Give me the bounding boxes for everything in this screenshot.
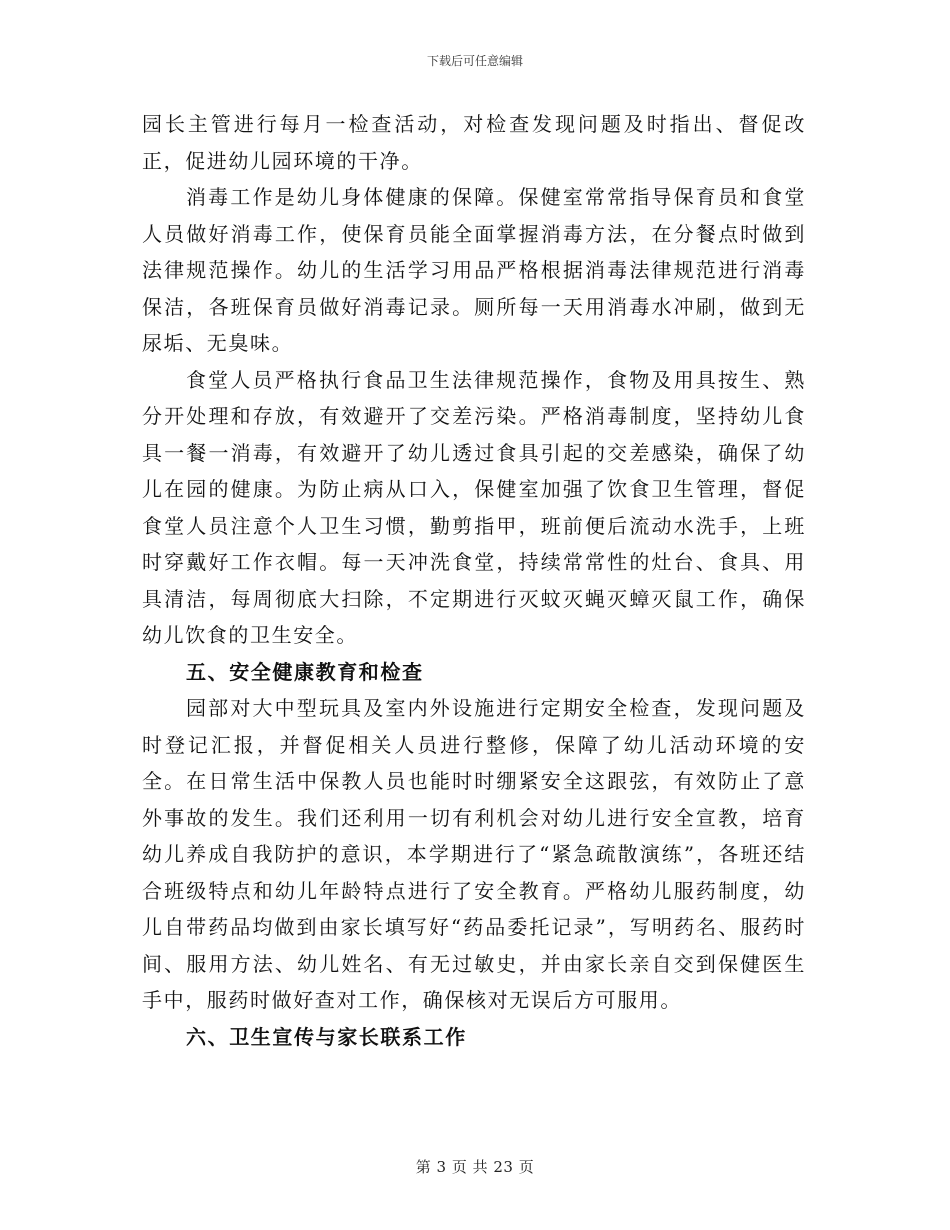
- section-heading-6: 六、卫生宣传与家长联系工作: [186, 1024, 467, 1049]
- section-heading-5: 五、安全健康教育和检查: [186, 659, 424, 684]
- paragraph-1: 园长主管进行每月一检查活动，对检查发现问题及时指出、督促改正，促进幼儿园环境的干净。: [142, 112, 806, 173]
- document-body: [142, 106, 806, 1055]
- page-number: 第 3 页 共 23 页: [415, 1158, 535, 1176]
- paragraph-2: 消毒工作是幼儿身体健康的保障。保健室常常指导保育员和食堂人员做好消毒工作，使保育员能全面掌握消毒方法，在分餐点时做到法律规范操作。幼儿的生活学习用品严格根据消毒法律规范进行消毒保洁，各班保育员做好消毒记录。厕所每一天用消毒水冲刷，做到无尿垢、无臭味。: [142, 185, 806, 355]
- paragraph-4: 园部对大中型玩具及室内外设施进行定期安全检查，发现问题及时登记汇报，并督促相关人员进行整修，保障了幼儿活动环境的安全。在日常生活中保教人员也能时时绷紧安全这跟弦，有效防止了意外事故的发生。我们还利用一切有利机会对幼儿进行安全宣教，培育幼儿养成自我防护的意识，本学期进行了“紧急疏散演练”，各班还结合班级特点和幼儿年龄特点进行了安全教育。严格幼儿服药制度，幼儿自带药品均做到由家长填写好“药品委托记录”，写明药名、服药时间、服用方法、幼儿姓名、有无过敏史，并由家长亲自交到保健医生手中，服药时做好查对工作，确保核对无误后方可服用。: [142, 696, 806, 1012]
- page-header: 下载后可任意编辑: [426, 54, 523, 68]
- paragraph-3: 食堂人员严格执行食品卫生法律规范操作，食物及用具按生、熟分开处理和存放，有效避开了交差污染。严格消毒制度，坚持幼儿食具一餐一消毒，有效避开了幼儿透过食具引起的交差感染，确保了幼儿在园的健康。为防止病从口入，保健室加强了饮食卫生管理，督促食堂人员注意个人卫生习惯，勤剪指甲，班前便后流动水洗手，上班时穿戴好工作衣帽。每一天冲洗食堂，持续常常性的灶台、食具、用具清洁，每周彻底大扫除，不定期进行灭蚊灭蝇灭蟑灭鼠工作，确保幼儿饮食的卫生安全。: [142, 367, 806, 647]
